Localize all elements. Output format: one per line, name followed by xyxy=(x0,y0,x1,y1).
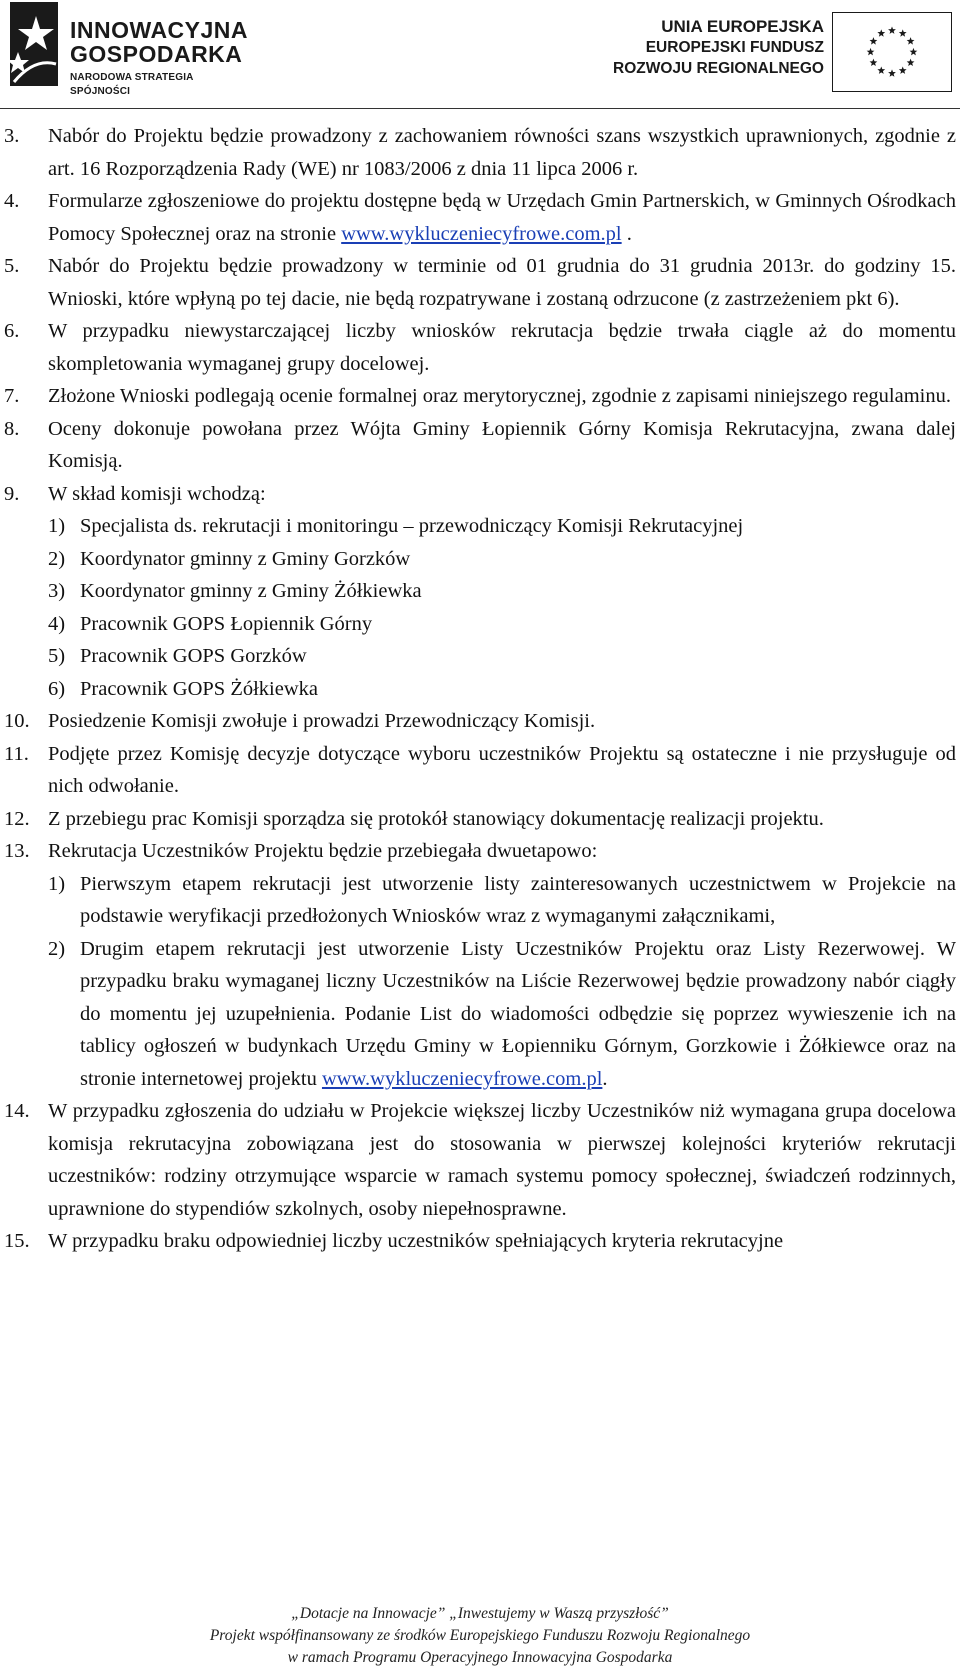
list-item xyxy=(0,1225,960,1258)
committee-member xyxy=(0,673,960,706)
list-item xyxy=(0,705,960,738)
logo-line-rozwoju: ROZWOJU REGIONALNEGO xyxy=(613,60,824,77)
item-number: 7. xyxy=(4,385,20,407)
item-number: 9. xyxy=(4,482,20,505)
eu-star-icon xyxy=(888,69,896,76)
list-item xyxy=(0,185,960,250)
eu-star-icon xyxy=(907,37,915,44)
footer-slogan: „Dotacje na Innowacje” „Inwestujemy w Waszą przyszłość” xyxy=(291,1605,669,1622)
item-text: Posiedzenie Komisji zwołuje i prowadzi Przewodniczący Komisji. xyxy=(48,710,596,732)
item-number: 4. xyxy=(4,190,20,212)
logo-line-innowacyjna: INNOWACYJNA xyxy=(70,17,249,43)
eu-star-icon xyxy=(870,37,878,44)
eu-star-icon xyxy=(899,66,907,73)
eu-star-icon xyxy=(888,26,896,33)
committee-member xyxy=(0,608,960,641)
page-footer xyxy=(0,1603,960,1669)
stages-list xyxy=(0,868,960,1096)
item-number: 2) xyxy=(48,547,66,570)
committee-member xyxy=(0,510,960,543)
eu-star-icon xyxy=(907,59,915,66)
item-list-b xyxy=(0,705,960,868)
list-item xyxy=(0,315,960,380)
eu-flag-icon xyxy=(832,12,952,92)
item-text: Pierwszym etapem rekrutacji jest utworzenie listy zainteresowanych uczestnictwem w Projekcie na podstawie weryfikacji przedłożonych Wniosków wraz z wymaganymi załącznikami, xyxy=(80,872,956,927)
eu-star-icon xyxy=(870,59,878,66)
page-header xyxy=(0,0,960,109)
item-number: 1) xyxy=(48,515,66,537)
eu-star-icon xyxy=(877,29,885,36)
eu-star-icon xyxy=(899,29,907,36)
item-text: Złożone Wnioski podlegają ocenie formalnej oraz merytorycznej, zgodnie z zapisami niniejszego regulaminu. xyxy=(48,385,951,407)
item-list-a xyxy=(0,120,960,510)
committee-list xyxy=(0,510,960,705)
list-item xyxy=(0,120,960,185)
list-item xyxy=(0,1095,960,1225)
website-link[interactable]: www.wykluczeniecyfrowe.com.pl xyxy=(341,222,622,245)
list-item xyxy=(0,835,960,868)
item-text: Specjalista ds. rekrutacji i monitoringu – przewodniczący Komisji Rekrutacyjnej xyxy=(80,515,744,537)
item-text: W przypadku braku odpowiedniej liczby uczestników spełniających kryteria rekrutacyjne xyxy=(48,1230,784,1252)
item-text: Podjęte przez Komisję decyzje dotyczące wyboru uczestników Projektu są ostateczne i nie przysługuje od nich odwołanie. xyxy=(48,742,956,797)
item-text: W przypadku zgłoszenia do udziału w Projekcie większej liczby Uczestników niż wymagana grupa docelowa komisja rekrutacyjna zobowiązana jest do stosowania w pierwszej kolejności kryteriów rekrutacji uczestników: rodziny otrzymujące wsparcie w ramach systemu pomocy społecznej, świadczeń rodzinnych, uprawnione do stypendiów szkolnych, osoby niepełnosprawne. xyxy=(48,1100,956,1220)
item-text: Koordynator gminny z Gminy Gorzków xyxy=(80,547,411,570)
item-number: 6) xyxy=(48,677,66,700)
recruitment-stage xyxy=(0,933,960,1096)
item-number: 4) xyxy=(48,612,66,635)
document-body xyxy=(0,120,960,1258)
eu-star-icon xyxy=(867,48,875,55)
committee-member xyxy=(0,575,960,608)
logo-line-fundusz: EUROPEJSKI FUNDUSZ xyxy=(645,39,824,56)
footer-programme: w ramach Programu Operacyjnego Innowacyjna Gospodarka xyxy=(287,1649,673,1666)
item-text-tail: . xyxy=(602,1067,608,1090)
item-text: W skład komisji wchodzą: xyxy=(48,482,266,505)
star-emblem-icon xyxy=(6,2,62,86)
item-number: 8. xyxy=(4,417,20,440)
list-item xyxy=(0,803,960,836)
item-number: 15. xyxy=(4,1230,30,1252)
list-item xyxy=(0,738,960,803)
item-text: Nabór do Projektu będzie prowadzony w terminie od 01 grudnia do 31 grudnia 2013r. do godziny 15. Wnioski, które wpłyną po tej dacie, nie będą rozpatrywane i zostaną odrzucone (z zastrzeżeniem pkt 6). xyxy=(48,255,956,310)
committee-member xyxy=(0,543,960,576)
committee-member xyxy=(0,640,960,673)
item-number: 3. xyxy=(4,125,20,147)
item-number: 12. xyxy=(4,807,30,830)
item-number: 11. xyxy=(4,742,29,765)
item-text: Nabór do Projektu będzie prowadzony z zachowaniem równości szans wszystkich uprawnionych, zgodnie z art. 16 Rozporządzenia Rady (WE) nr 1083/2006 z dnia 11 lipca 2006 r. xyxy=(48,125,956,180)
item-number: 5. xyxy=(4,255,20,277)
item-text: Koordynator gminny z Gminy Żółkiewka xyxy=(80,580,422,602)
item-text: Pracownik GOPS Żółkiewka xyxy=(80,677,319,700)
list-item xyxy=(0,380,960,413)
website-link[interactable]: www.wykluczeniecyfrowe.com.pl xyxy=(321,1067,603,1090)
eu-star-icon xyxy=(877,66,885,73)
item-number: 2) xyxy=(48,937,66,960)
footer-cofinancing: Projekt współfinansowany ze środków Europejskiego Funduszu Rozwoju Regionalnego xyxy=(209,1627,751,1644)
item-text: W przypadku niewystarczającej liczby wniosków rekrutacja będzie trwała ciągle aż do momentu skompletowania wymaganej grupy docelowej. xyxy=(48,320,956,375)
item-number: 1) xyxy=(48,872,66,895)
item-list-c xyxy=(0,1095,960,1258)
eu-fund-logo xyxy=(613,12,952,92)
logo-line-gospodarka: GOSPODARKA xyxy=(70,41,243,67)
eu-star-icon xyxy=(910,48,918,55)
item-text: Pracownik GOPS Łopiennik Górny xyxy=(80,612,373,635)
item-number: 3) xyxy=(48,580,66,602)
item-text-tail: . xyxy=(621,222,632,245)
item-text: Rekrutacja Uczestników Projektu będzie przebiegała dwuetapowo: xyxy=(48,840,598,862)
logo-line-unia: UNIA EUROPEJSKA xyxy=(661,17,824,36)
list-item xyxy=(0,478,960,511)
item-number: 10. xyxy=(4,710,30,732)
item-text: Z przebiegu prac Komisji sporządza się protokół stanowiący dokumentację realizacji projektu. xyxy=(48,807,824,830)
item-number: 14. xyxy=(4,1100,30,1122)
logo-line-strategia: NARODOWA STRATEGIA SPÓJNOŚCI xyxy=(70,72,194,97)
innowacyjna-gospodarka-logo xyxy=(6,2,256,97)
list-item xyxy=(0,413,960,478)
item-text: Formularze zgłoszeniowe do projektu dostępne będą w Urzędach Gmin Partnerskich, w Gminnych Ośrodkach Pomocy Społecznej oraz na stronie xyxy=(48,190,956,245)
item-text: Drugim etapem rekrutacji jest utworzenie Listy Uczestników Projektu oraz Listy Rezerwowej. W przypadku braku wymaganej liczny Uczestników na Liście Rezerwowej będzie prowadzony nabór ciągły do momentu jej uzupełnienia. Podanie List do wiadomości odbędzie się poprzez wywieszenie ich na tablicy ogłoszeń w budynkach Urzędu Gminy w Łopienniku Górnym, Gorzkowie i Żółkiewce oraz na stronie internetowej projektu xyxy=(80,937,956,1090)
item-text: Oceny dokonuje powołana przez Wójta Gminy Łopiennik Górny Komisja Rekrutacyjna, zwana dalej Komisją. xyxy=(48,417,956,472)
recruitment-stage xyxy=(0,868,960,933)
item-number: 13. xyxy=(4,840,30,862)
item-text: Pracownik GOPS Gorzków xyxy=(80,645,307,667)
list-item xyxy=(0,250,960,315)
item-number: 5) xyxy=(48,645,66,667)
item-number: 6. xyxy=(4,320,20,342)
